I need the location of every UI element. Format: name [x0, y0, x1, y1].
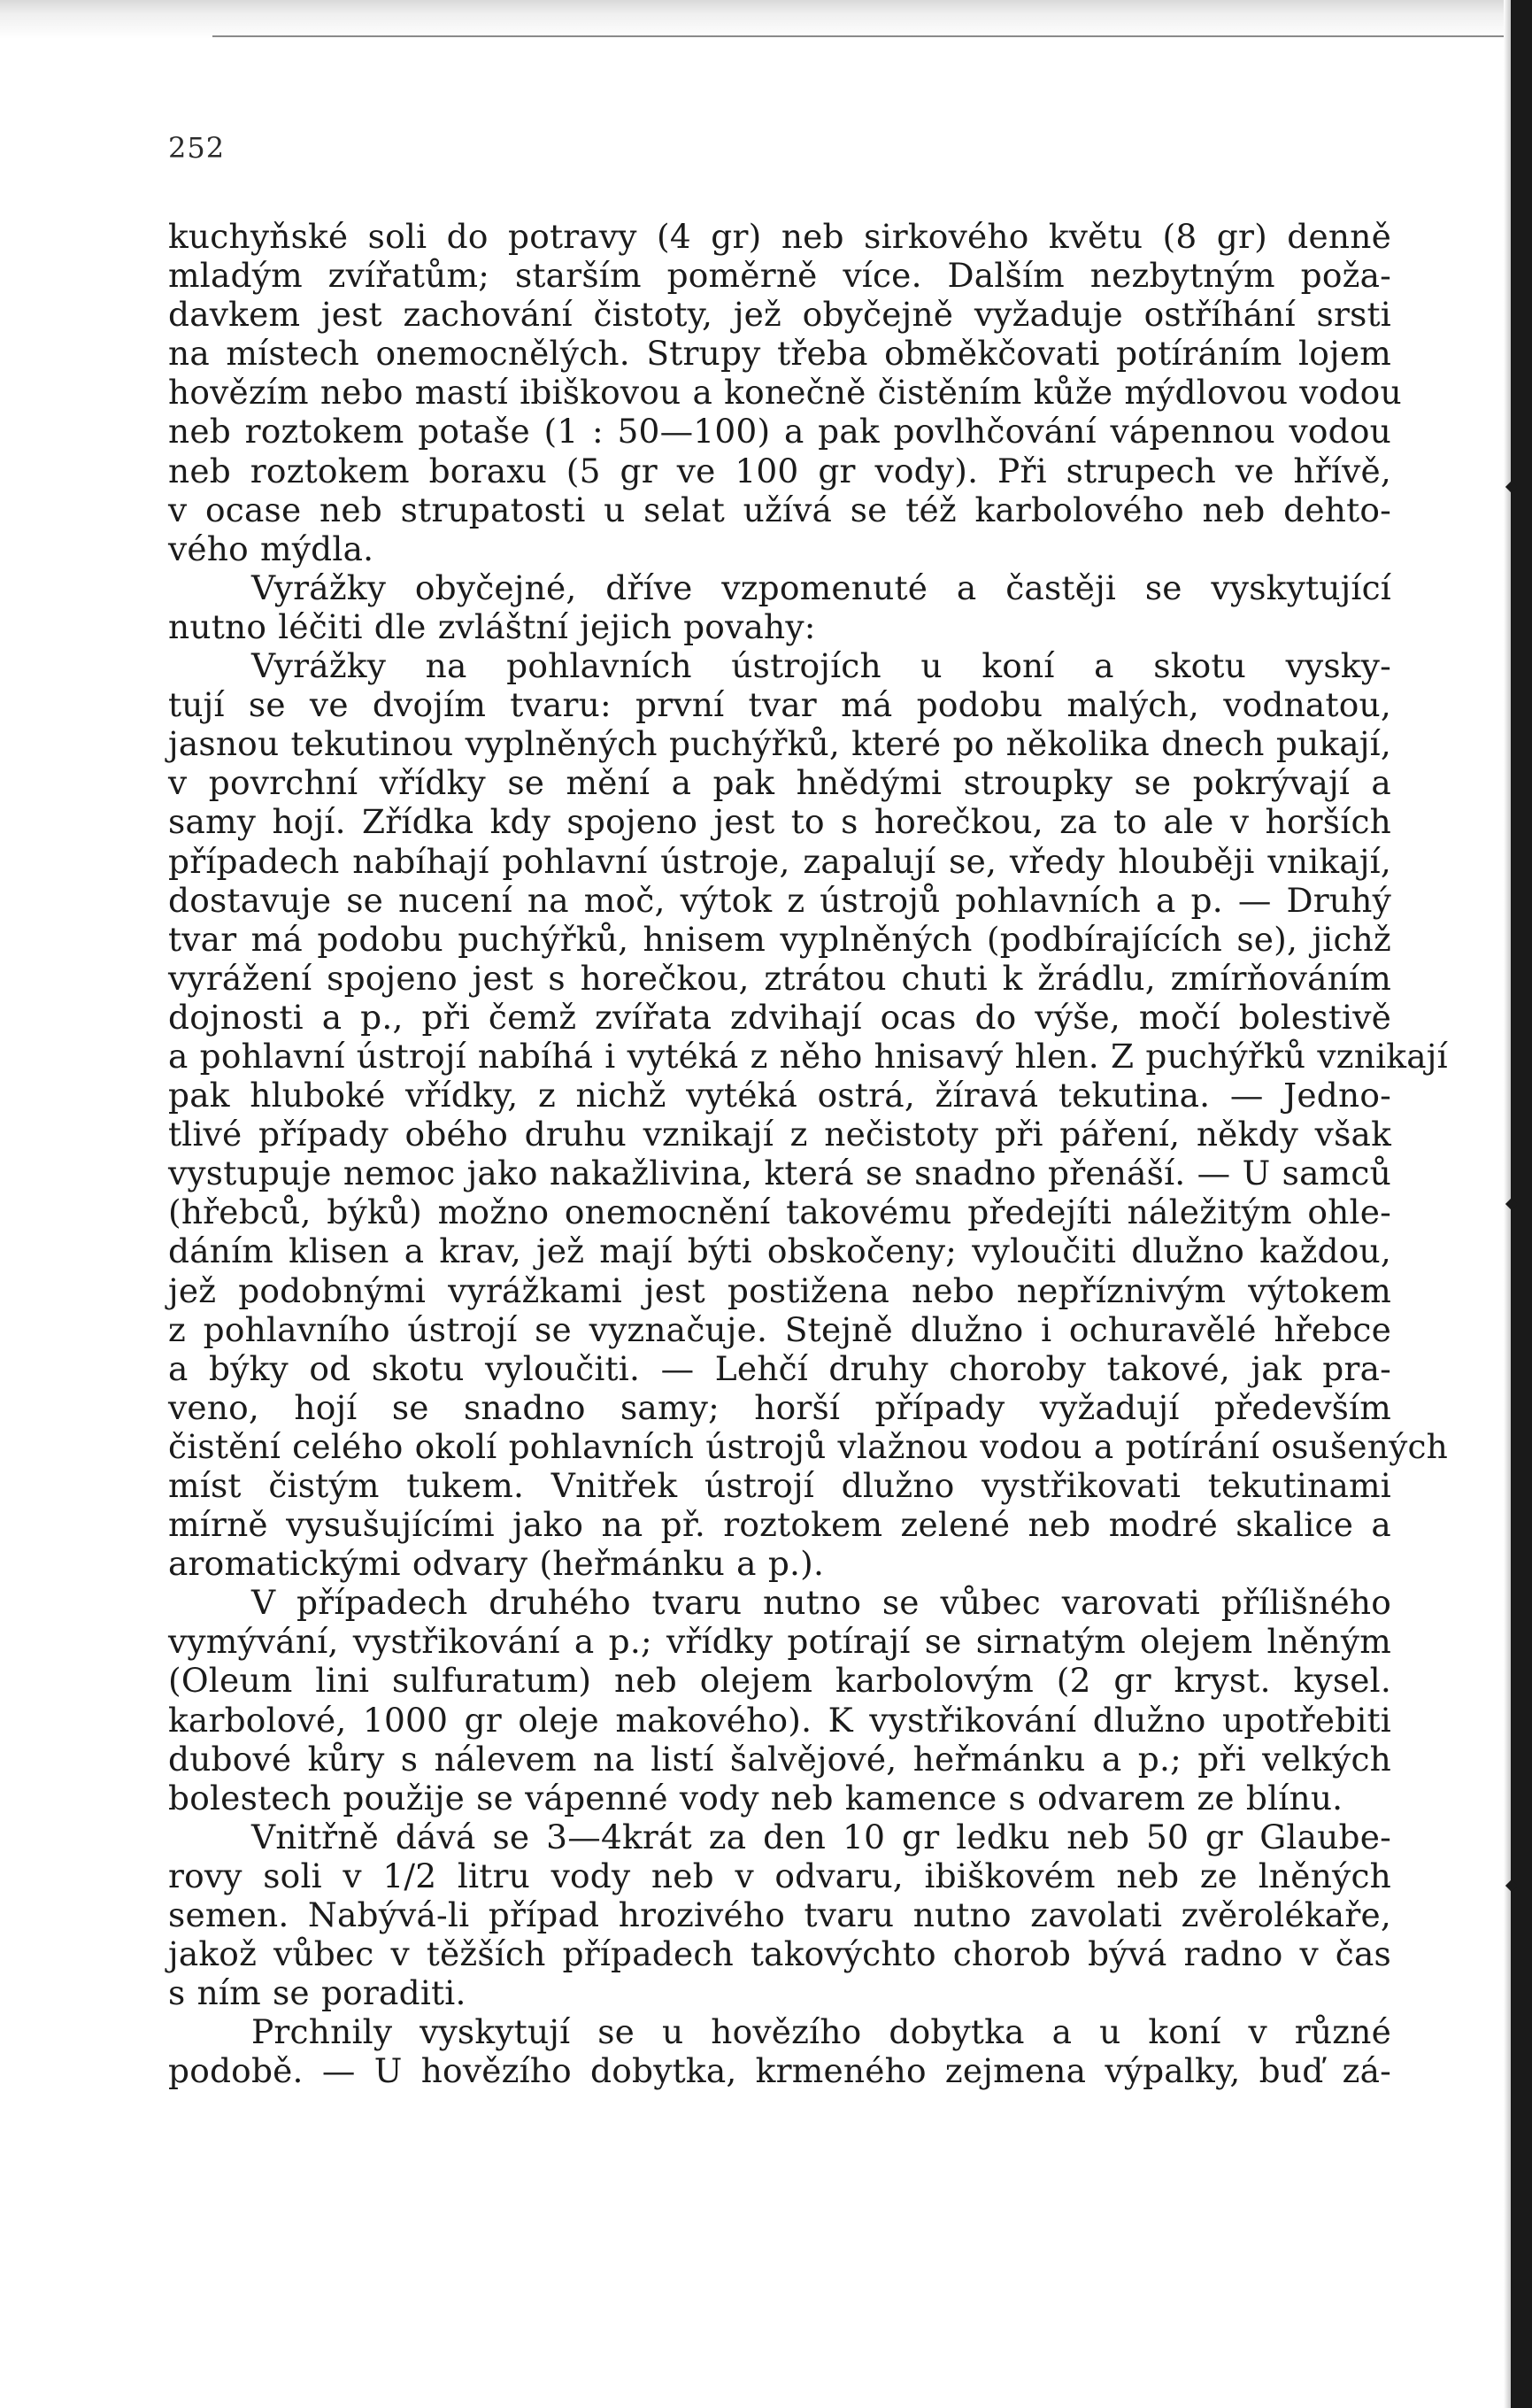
text-line: s ním se poraditi.	[168, 1973, 466, 2013]
text-line: hovězím nebo mastí ibiškovou a konečně čistěním kůže mýdlovou vodou	[168, 373, 1402, 413]
text-line: pak hluboké vřídky, z nichž vytéká ostrá, žíravá tekutina. — Jedno-	[168, 1076, 1391, 1115]
text-line: kuchyňské soli do potravy (4 gr) neb sirkového květu (8 gr) denně	[168, 217, 1391, 256]
text-line: Prchnily vyskytují se u hovězího dobytka a u koní v různé	[251, 2012, 1391, 2052]
text-line: karbolové, 1000 gr oleje makového). K vystřikování dlužno upotřebiti	[168, 1700, 1391, 1740]
text-line: případech nabíhají pohlavní ústroje, zapalují se, vředy hlouběji vnikají,	[168, 841, 1391, 881]
text-line: nutno léčiti dle zvláštní jejich povahy:	[168, 606, 816, 646]
text-line: v ocase neb strupatosti u selat užívá se též karbolového neb dehto-	[168, 490, 1391, 529]
text-line: na místech onemocnělých. Strupy třeba obměkčovati potíráním lojem	[168, 334, 1391, 374]
text-line: Vnitřně dává se 3—4krát za den 10 gr ledku neb 50 gr Glaube-	[251, 1817, 1391, 1856]
text-line: dubové kůry s nálevem na listí šalvějové, heřmánku a p.; při velkých	[168, 1739, 1391, 1779]
text-line: tlivé případy obého druhu vznikají z nečistoty při páření, někdy však	[168, 1115, 1391, 1154]
text-line: a pohlavní ústrojí nabíhá i vytéká z něho hnisavý hlen. Z puchýřků vznikají	[168, 1036, 1448, 1076]
text-line: V případech druhého tvaru nutno se vůbec varovati přílišného	[251, 1583, 1391, 1623]
text-line: neb roztokem potaše (1 : 50—100) a pak povlhčování vápennou vodou	[168, 412, 1391, 452]
text-line: bolestech použije se vápenné vody neb kamence s odvarem ze blínu.	[168, 1778, 1343, 1818]
text-line: semen. Nabývá-li případ hrozivého tvaru nutno zavolati zvěrolékaře,	[168, 1895, 1391, 1935]
text-line: davkem jest zachování čistoty, jež obyčejně vyžaduje ostříhání srsti	[168, 295, 1391, 335]
text-line: vymývání, vystřikování a p.; vřídky potírají se sirnatým olejem lněným	[168, 1622, 1391, 1662]
text-line: jakož vůbec v těžších případech takovýchto chorob bývá radno v čas	[168, 1934, 1391, 1974]
text-line: mladým zvířatům; starším poměrně více. Dalším nezbytným poža-	[168, 256, 1391, 296]
text-line: vého mýdla.	[168, 529, 374, 568]
body-text	[168, 217, 1449, 2091]
text-line: neb roztokem boraxu (5 gr ve 100 gr vody). Při strupech ve hřívě,	[168, 451, 1391, 490]
text-line: tují se ve dvojím tvaru: první tvar má podobu malých, vodnatou,	[168, 685, 1391, 725]
text-line: dáním klisen a krav, jež mají býti obskočeny; vyloučiti dlužno každou,	[168, 1231, 1391, 1271]
text-line: jasnou tekutinou vyplněných puchýřků, které po několika dnech pukají,	[168, 724, 1391, 764]
text-line: dostavuje se nucení na moč, výtok z ústrojů pohlavních a p. — Druhý	[168, 880, 1391, 920]
text-line: čistění celého okolí pohlavních ústrojů vlažnou vodou a potírání osušených	[168, 1426, 1449, 1466]
text-line: jež podobnými vyrážkami jest postižena nebo nepříznivým výtokem	[168, 1270, 1391, 1310]
text-line: v povrchní vřídky se mění a pak hnědými stroupky se pokrývají a	[168, 763, 1391, 803]
text-line: (Oleum lini sulfuratum) neb olejem karbolovým (2 gr kryst. kysel.	[168, 1661, 1391, 1701]
text-line: vystupuje nemoc jako nakažlivina, která se snadno přenáší. — U samců	[168, 1154, 1391, 1193]
text-line: dojnosti a p., při čemž zvířata zdvihají ocas do výše, močí bolestivě	[168, 997, 1391, 1037]
text-line: mírně vysušujícími jako na př. roztokem zelené neb modré skalice a	[168, 1505, 1391, 1545]
text-line: tvar má podobu puchýřků, hnisem vyplněných (podbírajících se), jichž	[168, 919, 1391, 959]
text-line: a býky od skotu vyloučiti. — Lehčí druhy choroby takové, jak pra-	[168, 1348, 1391, 1388]
text-line: vyrážení spojeno jest s horečkou, ztrátou chuti k žrádlu, zmírňováním	[168, 958, 1391, 998]
text-line: Vyrážky na pohlavních ústrojích u koní a skotu vysky-	[251, 646, 1391, 686]
page-number: 252	[168, 131, 226, 165]
text-line: Vyrážky obyčejné, dříve vzpomenuté a častěji se vyskytující	[251, 567, 1391, 607]
text-line: míst čistým tukem. Vnitřek ústrojí dlužno vystřikovati tekutinami	[168, 1466, 1391, 1505]
text-line: aromatickými odvary (heřmánku a p.).	[168, 1544, 825, 1584]
text-line: samy hojí. Zřídka kdy spojeno jest to s horečkou, za to ale v horších	[168, 802, 1391, 842]
text-line: podobě. — U hovězího dobytka, krmeného zejmena výpalky, buď zá-	[168, 2051, 1391, 2091]
text-line: veno, hojí se snadno samy; horší případy vyžadují především	[168, 1387, 1391, 1427]
text-line: rovy soli v 1/2 litru vody neb v odvaru, ibiškovém neb ze lněných	[168, 1856, 1391, 1895]
text-line: z pohlavního ústrojí se vyznačuje. Stejně dlužno i ochuravělé hřebce	[168, 1309, 1391, 1349]
text-line: (hřebců, býků) možno onemocnění takovému předejíti náležitým ohle-	[168, 1192, 1391, 1232]
scan-top-edge	[0, 0, 1532, 39]
